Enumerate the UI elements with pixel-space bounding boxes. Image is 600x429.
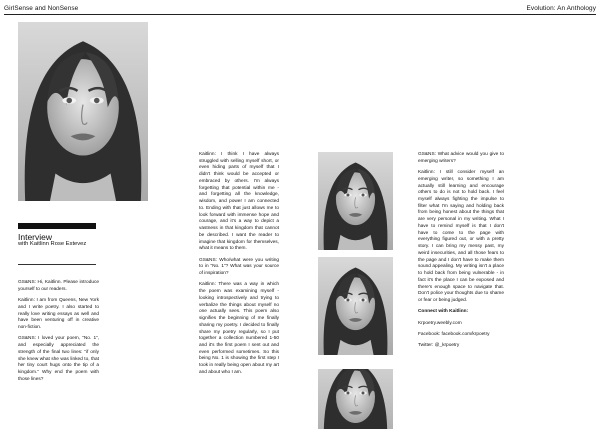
article-title: Interview [18, 232, 53, 242]
facebook-link[interactable]: Facebook: facebook.com/krpoetry [418, 332, 490, 337]
text-column-3 [418, 152, 504, 355]
question-poem-ending: GS&NS: I loved your poem, “No. 1”, and especially appreciated the strength of the final two lines: “if only she knew what she was linked to, that her tiny court hugs onto the tip of a kingdom.” Why end the poem with those lines? [18, 336, 99, 382]
text-column-1 [18, 280, 99, 388]
answer-inspiration: Kaitlinn: There was a way in which the poem was examining myself - looking introspectively and trying to verbalize the things about myself no one actually sees. This poem also signifies the beginning of me finally sharing my poetry. I decided to finally share my poetry regularly, so I put together a collection numbered 1-50 and it's the first poem I sent out and even performed sometimes. So this being No. 1 is showing the first step I took in really being open about my art and about who I am. [199, 282, 279, 375]
question-intro: GS&NS: Hi, Kaitlinn. Please introduce yourself to our readers. [18, 280, 99, 292]
question-inspiration: GS&NS: Who/what were you writing to in “No. 1”? What was your source of inspiration? [199, 257, 279, 277]
answer-advice: Kaitlinn: I still consider myself an emerging writer, so something I am actually still learning and encourage others to do is not to hold back. I feel myself always fighting the impulse to filter what I'm saying and holding back from being honest about the things that are very personal in my writing. What I have to remind myself is that I don't have to come to the page with everything figured out, or with a pretty story. I can bring my messy past, my weird insecurities, and all those fears to the page and I don't have to make them sound appealing. My writing isn't a place to hold back from being vulnerable - in fact it's the place I can be exposed and there's enough space to navigate that. Don't police your thoughts due to shame or fear or being judged. [418, 170, 504, 304]
text-column-2 [199, 152, 279, 381]
website-link[interactable]: Krpoetry.weebly.com [418, 320, 462, 326]
running-header-right: Evolution: An Anthology [526, 5, 596, 12]
article-subtitle: with Kaitlinn Rose Estevez [18, 241, 87, 247]
answer-intro: Kaitlinn: I am from Queens, New York and I write poetry. I also started to really love writing essays as well and have been venturing off in creative non-fiction. [18, 298, 99, 330]
portrait-photo-small-1 [318, 152, 393, 250]
title-bar [18, 223, 96, 229]
connect-heading: Connect with Kaitlinn: [418, 309, 469, 315]
header-rule [4, 14, 596, 15]
portrait-photo-main [18, 22, 148, 201]
answer-poem-ending: Kaitlinn: I think I have always struggled with selling myself short, or even hiding parts of myself that I didn't think would be accepted or embraced by others. I'm always forgetting that potential within me - and forgetting all the knowledge, wisdom, and power I am connected to. Ending with that just allows me to look forward with immense hope and courage, and it's a way to depict a vastness in that kingdom that cannot be described. I want the reader to imagine that kingdom for themselves, what it means to them. [199, 152, 279, 252]
question-advice: GS&NS: What advice would you give to emerging writers? [418, 152, 504, 164]
title-rule [18, 264, 96, 265]
portrait-photo-small-2 [318, 257, 393, 355]
twitter-link[interactable]: Twitter: @_krpoetry [418, 343, 460, 349]
portrait-photo-small-3 [318, 369, 393, 429]
running-header-left: GirlSense and NonSense [4, 5, 79, 12]
